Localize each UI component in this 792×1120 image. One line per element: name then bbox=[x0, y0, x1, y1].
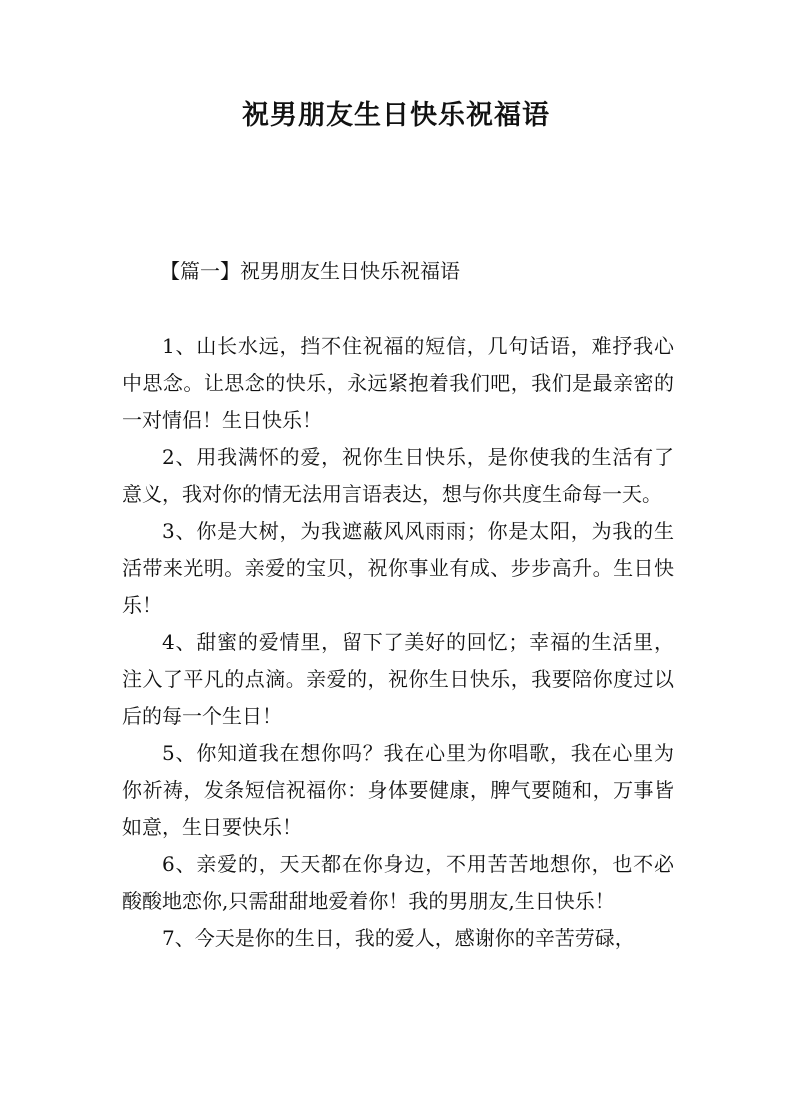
paragraph: 2、用我满怀的爱，祝你生日快乐，是你使我的生活有了意义，我对你的情无法用言语表达，想与你共度生命每一天。 bbox=[122, 445, 674, 506]
document-body bbox=[122, 328, 674, 957]
paragraph: 7、今天是你的生日，我的爱人，感谢你的辛苦劳碌， bbox=[162, 926, 635, 950]
section-heading: 【篇一】祝男朋友生日快乐祝福语 bbox=[160, 259, 460, 283]
paragraph: 5、你知道我在想你吗？我在心里为你唱歌，我在心里为你祈祷，发条短信祝福你：身体要健康，脾气要随和，万事皆如意，生日要快乐！ bbox=[122, 741, 674, 839]
paragraph: 6、亲爱的，天天都在你身边，不用苦苦地想你，也不必酸酸地恋你,只需甜甜地爱着你！我的男朋友,生日快乐！ bbox=[122, 852, 674, 913]
page-title: 祝男朋友生日快乐祝福语 bbox=[242, 100, 550, 131]
paragraph: 1、山长水远，挡不住祝福的短信，几句话语，难抒我心中思念。让思念的快乐，永远紧抱着我们吧，我们是最亲密的一对情侣！生日快乐！ bbox=[122, 334, 674, 432]
paragraph: 4、甜蜜的爱情里，留下了美好的回忆；幸福的生活里，注入了平凡的点滴。亲爱的，祝你生日快乐，我要陪你度过以后的每一个生日！ bbox=[122, 630, 674, 728]
paragraph: 3、你是大树，为我遮蔽风风雨雨；你是太阳，为我的生活带来光明。亲爱的宝贝，祝你事业有成、步步高升。生日快乐！ bbox=[122, 519, 674, 617]
